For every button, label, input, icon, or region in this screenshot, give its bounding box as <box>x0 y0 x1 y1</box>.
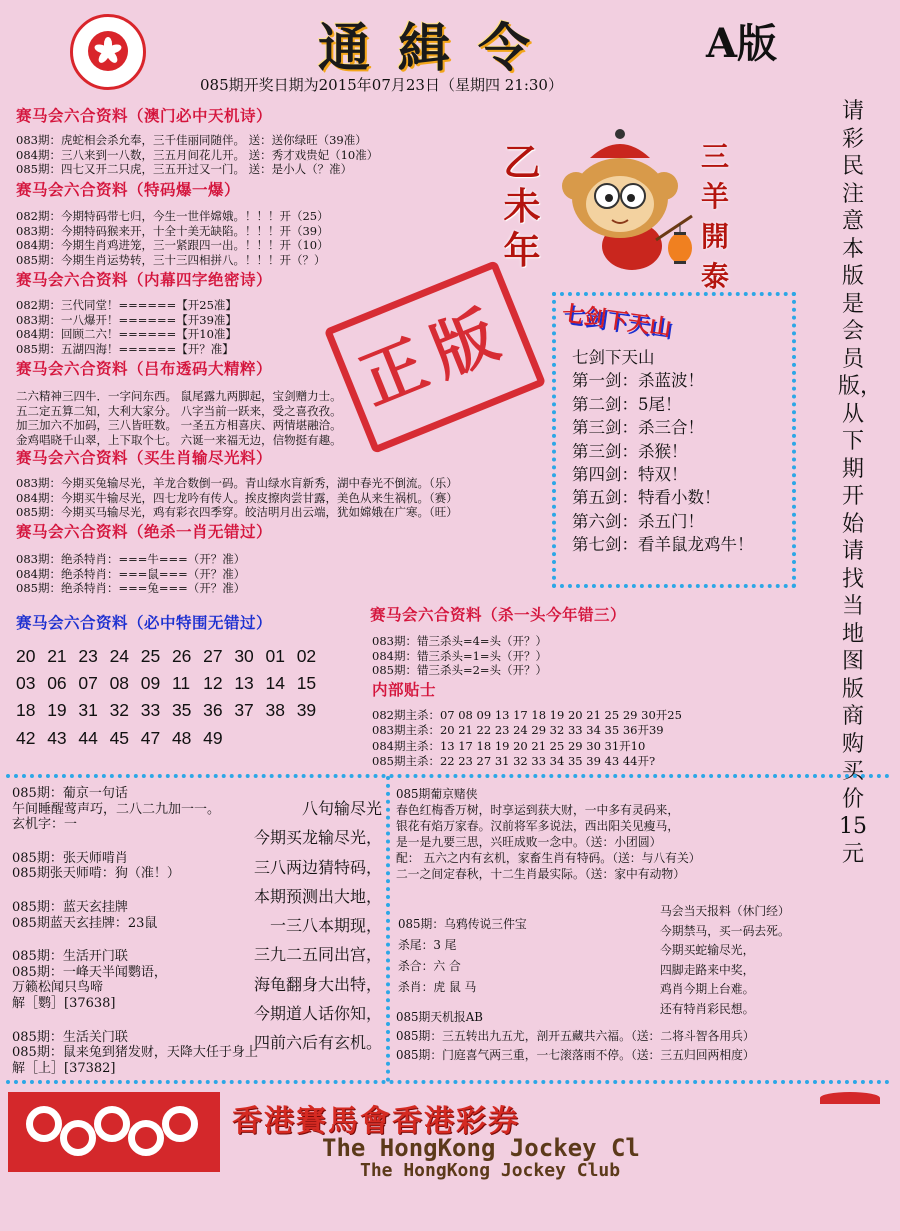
jockey-club-logo-icon <box>8 1092 220 1172</box>
poem-line: 一三八本期现， <box>269 916 382 936</box>
number-cell: 35 <box>171 700 192 721</box>
sky-block <box>396 1008 755 1065</box>
section-title-kill: 赛马会六合资料（绝杀一肖无错过） <box>16 522 273 541</box>
poem-line: 本期预测出大地， <box>253 886 382 906</box>
poem-line: 今期道人话你知， <box>253 1004 382 1024</box>
number-row <box>16 643 328 670</box>
list-item: 084期：绝杀特肖：===鼠===（开？准） <box>16 566 246 581</box>
number-cell: 27 <box>203 646 223 666</box>
explode-list <box>16 209 329 267</box>
list-item: 084期主杀：13 17 18 19 20 21 25 29 30 31开10 <box>372 738 646 753</box>
list-item: 085期：四七又开二只虎，三五开过又一门。 送：是小人（？准） <box>16 162 353 177</box>
number-cell: 06 <box>47 673 67 694</box>
list-item: 085期：鼠来兔到猪发财，天降大任于身上 <box>12 1045 258 1061</box>
number-cell: 08 <box>109 673 130 694</box>
number-cell: 21 <box>47 646 67 666</box>
number-cell: 20 <box>16 646 36 666</box>
number-row <box>16 725 328 752</box>
number-cell: 07 <box>78 673 98 694</box>
number-cell: 31 <box>78 700 98 721</box>
footer-english-name: The HongKong Jockey Cl <box>322 1134 640 1162</box>
tips-title: 内部贴士 <box>372 680 437 699</box>
list-item: 二一之间定春秋，十二生肖最实际。（送：家中有动物） <box>396 867 686 881</box>
four-list <box>16 298 237 356</box>
number-cell: 23 <box>78 646 98 666</box>
eight-lines-poem <box>254 794 382 1058</box>
number-cell: 15 <box>296 673 317 694</box>
buy-list <box>16 476 458 520</box>
list-item: 第三剑：杀猴！ <box>572 441 688 461</box>
list-item: 第六剑：杀五门！ <box>572 511 704 531</box>
list-item: 今期禁马，买一码去死。 <box>660 923 790 938</box>
number-cell: 14 <box>265 673 285 694</box>
special-number-grid <box>16 643 328 752</box>
list-item: 085期：错三杀头=2=头（开？） <box>372 663 548 678</box>
list-item: 鸡肖今期上台难。 <box>660 982 755 997</box>
list-item: 085期：乌鸦传说三件宝 <box>398 917 527 931</box>
poem-line: 海龟翻身大出特， <box>253 974 382 994</box>
number-cell: 49 <box>203 727 223 748</box>
number-cell: 25 <box>140 646 161 666</box>
footer-chinese-name: 香港賽馬會香港彩券 <box>232 1104 520 1139</box>
section-title-buy: 赛马会六合资料（买生肖输尽光料） <box>16 448 273 467</box>
poem-line: 今期买龙输尽光， <box>253 828 382 848</box>
list-item: 085期天机报AB <box>396 1010 483 1024</box>
list-item: 马会当天报料（休门经） <box>660 904 790 918</box>
edition-label: A版 <box>706 20 778 67</box>
spacer <box>12 1012 258 1030</box>
list-item: 春色红梅香万树，时享运到获大财，一中多有灵码来， <box>396 803 680 817</box>
list-item: 万籁松闻只鸟啼 <box>12 980 104 996</box>
list-item: 082期：三代同堂！======【开25准】 <box>16 298 237 312</box>
list-item: 085期：蓝天玄挂牌 <box>12 899 128 915</box>
number-cell: 37 <box>234 700 254 721</box>
number-cell: 45 <box>109 727 130 748</box>
list-item: 第二剑：5尾！ <box>572 394 682 414</box>
number-cell: 36 <box>203 700 223 721</box>
list-item: 083期：一八爆开！======【开39准】 <box>16 312 237 327</box>
list-item: 解［上］[37382] <box>12 1060 116 1076</box>
list-item: 银花有焰万家春。汉前将军多说法，西出阳关见瘦马， <box>396 819 680 833</box>
list-item: 杀尾：3 尾 <box>398 938 457 952</box>
crow-block <box>398 914 527 998</box>
page-title: 通緝令 <box>318 18 559 79</box>
bottom-left-block <box>12 786 258 1076</box>
list-item: 第三剑：杀三合！ <box>572 418 704 438</box>
number-row <box>16 697 328 724</box>
section-title-explode: 赛马会六合资料（特码爆一爆） <box>16 180 241 199</box>
list-item: 085期：生活开门联 <box>12 949 128 965</box>
list-item: 第四剑：特双！ <box>572 465 688 485</box>
list-item: 085期：五湖四海！======【开？准】 <box>16 341 234 356</box>
list-item: 杀合：六 合 <box>398 959 461 973</box>
seven-swords-title: 七剑下天山 <box>560 300 674 342</box>
gambler-block <box>396 786 701 882</box>
member-notice: 请彩民注意本版是会员版，从下期开始请找当地图版商购买价15元 <box>838 99 883 867</box>
list-item: 083期：今期买兔输尽光，羊龙合数倒一码。青山绿水肓新秀，湖中春光不倒流。（乐） <box>16 476 458 490</box>
list-item: 还有特肖彩民想。 <box>660 1001 755 1016</box>
list-item: 四脚走路来中奖， <box>660 962 755 977</box>
list-item: 083期主杀：20 21 22 23 24 29 32 33 34 35 36开39 <box>372 723 664 738</box>
kill-list <box>16 552 245 596</box>
list-item: 083期：虎蛇相会杀允奉，三千佳丽同随伴。 送：送你绿旺（39准） <box>16 133 367 147</box>
number-cell: 18 <box>16 700 36 721</box>
list-item: 解［鹦］[37638] <box>12 995 116 1011</box>
report-block <box>660 902 790 1020</box>
list-item: 084期：今期买牛输尽光，四七龙吟有传人。挨皮擦肉尝甘露，美色从来生祸机。（赛） <box>16 490 458 505</box>
number-cell: 32 <box>109 700 130 721</box>
list-item: 085期：葡京一句话 <box>12 786 128 801</box>
macau-list <box>16 133 378 177</box>
footer-english-name-full: The HongKong Jockey Club <box>360 1160 621 1181</box>
list-item: 五二定五算二知，大利大家分。 八字当前一跃来，受之喜孜孜。 <box>16 403 342 418</box>
list-item: 加三加六不加码，三八皆旺数。 一圣五方相喜庆、两情堪融洽。 <box>16 418 342 433</box>
number-cell: 48 <box>171 727 192 748</box>
poem-line: 三八两边猜特码， <box>253 857 382 877</box>
list-item: 金鸡唱晓千山翠，上下取个七。 六诞一来福无边，信物挺有趣。 <box>16 432 342 447</box>
number-cell: 42 <box>16 727 36 748</box>
list-item: 085期葡京赌侠 <box>396 787 478 801</box>
list-item: 第一剑：杀蓝波！ <box>572 371 704 391</box>
list-item: 085期：张天师啃肖 <box>12 850 128 866</box>
list-item: 是一是九要三思，兴旺成败一念中。（送：小团圆） <box>396 835 662 849</box>
list-item: 083期：绝杀特肖：===牛===（开？准） <box>16 552 246 566</box>
number-cell: 13 <box>234 673 254 694</box>
list-item: 第七剑：看羊鼠龙鸡牛！ <box>572 535 754 555</box>
list-item: 七剑下天山 <box>572 348 655 367</box>
greeting-label: 三羊開泰 <box>700 140 729 293</box>
draw-date: 085期开奖日期为2015年07月23日（星期四 21:30） <box>200 76 563 94</box>
list-item: 第五剑：特看小数！ <box>572 488 721 508</box>
number-cell: 30 <box>234 646 254 666</box>
list-item: 085期：绝杀特肖：===兔===（开？准） <box>16 581 246 596</box>
list-item: 085期蓝天玄挂牌：23鼠 <box>12 915 158 931</box>
poem-title: 八句输尽光 <box>301 799 382 818</box>
list-item: 杀肖：虎 鼠 马 <box>398 980 477 994</box>
number-cell: 39 <box>296 700 317 721</box>
list-item: 085期：今期买马输尽光，鸡有彩衣四季穿。皎洁明月出云端，犹如嫦娥在广寒。（旺） <box>16 505 458 520</box>
lubu-list <box>16 389 342 447</box>
number-cell: 38 <box>265 700 285 721</box>
year-label: 乙未年 <box>503 140 541 272</box>
spacer <box>12 833 258 851</box>
list-item: 085期：门庭喜气两三重，一七滚落雨不停。（送：三五归回两相度） <box>396 1048 755 1062</box>
section-title-four: 赛马会六合资料（内幕四字绝密诗） <box>16 270 273 289</box>
number-cell: 11 <box>171 673 191 694</box>
list-item: 083期：错三杀头=4=头（开？） <box>372 634 548 648</box>
poem-line: 四前六后有玄机。 <box>253 1033 382 1053</box>
number-cell: 33 <box>140 700 161 721</box>
number-cell: 01 <box>265 646 285 666</box>
list-item: 082期主杀：07 08 09 13 17 18 19 20 21 25 29 30开25 <box>372 708 682 722</box>
monkey-mascot-icon <box>560 128 700 278</box>
authentic-stamp: 正版 <box>324 260 547 454</box>
spacer <box>12 931 258 949</box>
section-divider <box>386 776 390 1082</box>
list-item: 083期：今期特码猴来开，十全十美无缺陷。！！！开（39） <box>16 223 329 238</box>
list-item: 今期买蛇输尽光， <box>660 943 755 958</box>
section-divider <box>6 1080 890 1084</box>
bauhinia-logo <box>70 14 146 90</box>
list-item: 玄机字：一 <box>12 817 78 833</box>
number-cell: 09 <box>140 673 161 694</box>
section-title-special: 赛马会六合资料（必中特围无错过） <box>16 613 273 632</box>
list-item: 085期主杀：22 23 27 31 32 33 34 35 39 43 44开? <box>372 754 656 769</box>
bauhinia-icon <box>88 31 128 71</box>
tips-list <box>372 708 682 770</box>
section-title-lubu: 赛马会六合资料（吕布透码大精粹） <box>16 359 273 378</box>
number-cell: 44 <box>78 727 98 748</box>
number-cell: 19 <box>47 700 67 721</box>
number-cell: 24 <box>109 646 130 666</box>
list-item: 午间睡醒莺声巧，二八二九加一一。 <box>12 801 221 817</box>
list-item: 配： 五六之内有玄机，家畜生肖有特码。（送：与八有关） <box>396 851 701 865</box>
list-item: 084期：回顾二六！======【开10准】 <box>16 327 237 342</box>
list-item: 085期：三五转出九五尤，剖开五藏共六福。（送：二将斗智各用兵） <box>396 1029 755 1043</box>
list-item: 084期：错三杀头=1=头（开？） <box>372 648 548 663</box>
decorative-shape <box>820 1092 880 1104</box>
head-list <box>372 634 547 678</box>
seven-swords-list <box>572 346 754 557</box>
list-item: 084期：今期生肖鸡进笼，三一紧跟四一出。！！！开（10） <box>16 238 329 253</box>
list-item: 084期：三八来到一八数，三五月间花儿开。 送：秀才戏贵妃（10准） <box>16 147 379 162</box>
number-cell: 43 <box>47 727 67 748</box>
list-item: 085期张天师啃：狗（准！） <box>12 866 180 882</box>
number-cell: 02 <box>296 646 317 666</box>
number-cell: 47 <box>140 727 161 748</box>
list-item: 085期：一峰天半闻鹦语， <box>12 964 167 980</box>
spacer <box>12 882 258 900</box>
number-cell: 26 <box>171 646 192 666</box>
section-title-macau: 赛马会六合资料（澳门必中天机诗） <box>16 106 273 125</box>
number-cell: 03 <box>16 673 36 694</box>
list-item: 085期：今期生肖运势转，三十三四相拼八。！！！开（？） <box>16 252 326 267</box>
list-item: 二六精神三四牛．一字问东西。 鼠尾露九两脚起，宝剑赠力士。 <box>16 389 342 403</box>
number-row <box>16 670 328 697</box>
section-title-head: 赛马会六合资料（杀一头今年错三） <box>370 605 627 624</box>
number-cell: 12 <box>203 673 223 694</box>
list-item: 082期：今期特码带七归，今生一世伴嫦娥。！！！开（25） <box>16 209 329 223</box>
poem-line: 三九二五同出宫， <box>253 945 382 965</box>
list-item: 085期：生活关门联 <box>12 1029 128 1045</box>
section-divider <box>6 774 890 778</box>
